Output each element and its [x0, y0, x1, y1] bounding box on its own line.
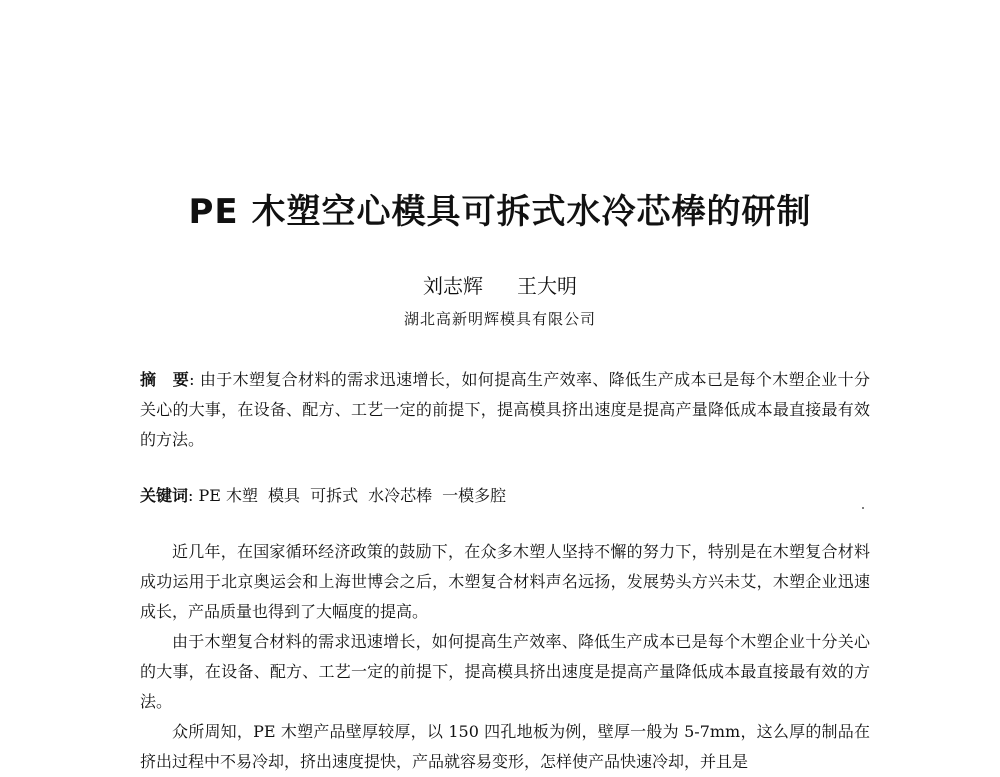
- abstract-separator: :: [189, 370, 200, 389]
- keyword-item: 可拆式: [310, 486, 359, 505]
- keywords-label: 关键词: [140, 486, 189, 505]
- abstract-label: 摘 要: [140, 370, 190, 389]
- author-name: 王大明: [517, 274, 577, 298]
- keywords-separator: :: [188, 486, 199, 505]
- paper-title: PE 木塑空心模具可拆式水冷芯棒的研制: [188, 192, 812, 232]
- keyword-item: 一模多腔: [442, 486, 507, 505]
- keywords-section: [140, 481, 870, 511]
- abstract-section: [140, 365, 870, 455]
- author-affiliation: 湖北高新明辉模具有限公司: [403, 310, 596, 328]
- scan-speck: [862, 507, 864, 509]
- abstract-text: 由于木塑复合材料的需求迅速增长，如何提高生产效率、降低生产成本已是每个木塑企业十分关心的大事，在设备、配方、工艺一定的前提下，提高模具挤出速度是提高产量降低成本最直接最有效的方法。: [140, 370, 870, 449]
- author-name: 刘志辉: [423, 274, 483, 298]
- body-paragraph: 众所周知，PE 木塑产品壁厚较厚，以 150 四孔地板为例，壁厚一般为 5-7mm，这么厚的制品在挤出过程中不易冷却，挤出速度提快，产品就容易变形，怎样使产品快速冷却，并且是: [140, 722, 870, 771]
- body-paragraph: 由于木塑复合材料的需求迅速增长，如何提高生产效率、降低生产成本已是每个木塑企业十分关心的大事，在设备、配方、工艺一定的前提下，提高模具挤出速度是提高产量降低成本最直接最有效的方法。: [140, 632, 870, 711]
- keyword-item: PE 木塑: [198, 486, 259, 505]
- keyword-item: 模具: [268, 486, 301, 505]
- body-paragraph: 近几年，在国家循环经济政策的鼓励下，在众多木塑人坚持不懈的努力下，特别是在木塑复合材料成功运用于北京奥运会和上海世博会之后，木塑复合材料声名远扬，发展势头方兴未艾，木塑企业迅速成长，产品质量也得到了大幅度的提高。: [140, 542, 870, 621]
- keyword-item: 水冷芯棒: [368, 486, 433, 505]
- author-list: [0, 273, 1000, 299]
